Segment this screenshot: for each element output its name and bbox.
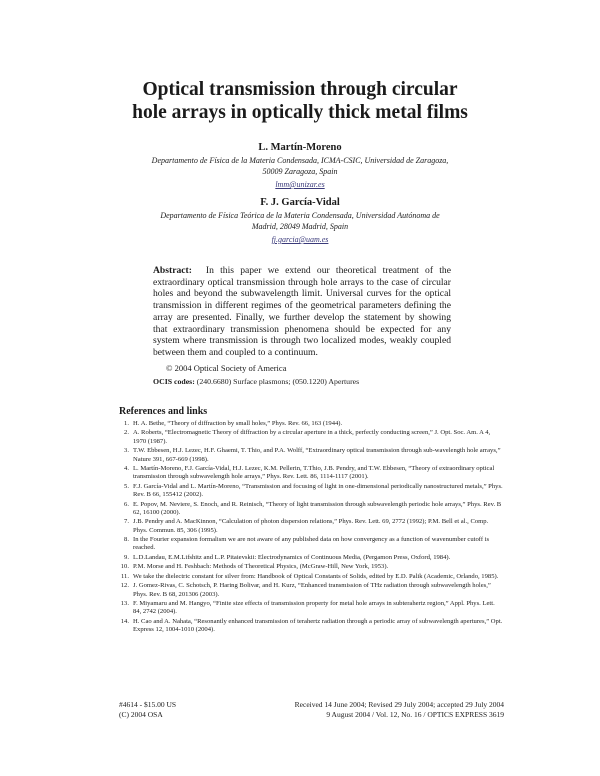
affiliation-line: Departamento de Física Teórica de la Materia Condensada, Universidad Autónoma de <box>160 211 440 220</box>
reference-text: We take the dielectric constant for silver from: Handbook of Optical Constants of Solids, edited by E.D. Palik (Academic, Orlando, 1985). <box>133 572 499 580</box>
reference-number: 6. <box>124 500 129 508</box>
reference-item <box>119 573 504 581</box>
affiliation-line: 50009 Zaragoza, Spain <box>262 166 338 176</box>
reference-item <box>119 554 504 562</box>
title-line-2: hole arrays in optically thick metal films <box>132 102 468 123</box>
reference-item <box>119 600 504 617</box>
reference-text: H. A. Bethe, “Theory of diffraction by small holes,” Phys. Rev. 66, 163 (1944). <box>133 420 343 427</box>
reference-text: L. Martín-Moreno, F.J. García-Vidal, H.J. Lezec, K.M. Pellerin, T.Thio, J.B. Pendry, and T.W. Ebbesen, “Theory of extraordinary optical transmission through subwavelength hole arrays,” Phys. Rev. Lett. 86, 1114-1117 (2001). <box>133 465 495 481</box>
reference-item <box>119 429 504 446</box>
reference-item <box>119 420 504 428</box>
reference-text: F.J. García-Vidal and L. Martín-Moreno, “Transmission and focusing of light in one-dimensional periodically nanostructured metals,” Phys. Rev. B 66, 155412 (2002). <box>133 482 503 499</box>
reference-text: P.M. Morse and H. Feshbach: Methods of Theoretical Physics, (McGraw-Hill, New York, 1953). <box>133 563 389 571</box>
reference-number: 13. <box>120 600 129 608</box>
reference-text: E. Popov, M. Neviere, S. Enoch, and R. Reinisch, “Theory of light transmission through subwavelength periodic hole arrays,” Phys. Rev. B 62, 16100 (2000). <box>133 500 502 516</box>
reference-text: H. Cao and A. Nahata, “Resonantly enhanced transmission of terahertz radiation through a periodic array of subwavelength apertures,” Opt. Express 12, 1004-1010 (2004). <box>133 617 503 634</box>
author-email-link[interactable]: lmm@unizar.es <box>275 180 325 189</box>
reference-number: 8. <box>124 536 129 544</box>
author-name: F. J. García-Vidal <box>260 197 340 208</box>
page-footer <box>119 700 504 720</box>
reference-number: 10. <box>120 563 129 571</box>
reference-number: 7. <box>124 518 129 526</box>
author-name: L. Martín-Moreno <box>258 142 342 153</box>
reference-number: 14. <box>120 617 129 625</box>
reference-item <box>119 582 504 599</box>
reference-item <box>119 447 504 464</box>
reference-text: In the Fourier expansion formalism we are not aware of any published data on how convergency as a function of wavenumber cutoff is reached. <box>133 536 490 552</box>
reference-text: L.D.Landau, E.M.Lifshitz and L.P. Pitaievskii: Electrodynamics of Continuous Media, (Pergamon Press, Oxford, 1984). <box>133 553 451 561</box>
reference-item <box>119 563 504 571</box>
reference-text: A. Roberts, “Electromagnetic Theory of diffraction by a circular aperture in a thick, perfectly conducting screen,” J. Opt. Soc. Am. A 4, 1970 (1987). <box>133 429 491 445</box>
affiliation-line: Departamento de Física de la Materia Condensada, ICMA-CSIC, Universidad de Zaragoza, <box>151 156 449 165</box>
ocis-label: OCIS codes: <box>153 377 195 386</box>
footer-received: Received 14 June 2004; Revised 29 July 2004; accepted 29 July 2004 <box>294 700 504 709</box>
abstract <box>153 265 451 359</box>
author-affiliation <box>0 156 600 177</box>
reference-item <box>119 536 504 553</box>
author-email <box>0 180 600 189</box>
reference-number: 4. <box>124 465 129 473</box>
footer-price: #4614 - $15.00 US <box>119 700 177 709</box>
reference-item <box>119 618 504 635</box>
ocis-codes <box>153 377 359 386</box>
reference-item <box>119 465 504 482</box>
reference-text: F. Miyamaru and M. Hangyo, “Finite size effects of transmission property for metal hole arrays in subterahertz region,” Appl. Phys. Lett. 84, 2742 (2004). <box>133 600 495 616</box>
reference-text: J. Gomez-Rivas, C. Schotsch, P. Haring Bolivar, and H. Kurz, “Enhanced transmission of THz radiation through subwavelength holes,” Phys. Rev. B 68, 201306 (2003). <box>133 582 491 598</box>
reference-number: 12. <box>120 582 129 590</box>
copyright-notice: © 2004 Optical Society of America <box>166 363 287 373</box>
reference-number: 2. <box>124 429 129 437</box>
reference-number: 1. <box>124 420 129 427</box>
author-email <box>0 235 600 244</box>
reference-text: J.B. Pendry and A. MacKinnon, “Calculation of photon dispersion relations,” Phys. Rev. Lett. 69, 2772 (1992); P.M. Bell et al., Comp. Phys. Commun. 85, 306 (1995). <box>133 518 489 534</box>
ocis-text: (240.6680) Surface plasmons; (050.1220) Apertures <box>196 377 360 386</box>
abstract-text: In this paper we extend our theoretical treatment of the extraordinary optical transmission through hole arrays to the case of circular holes and beyond the subwavelength limit. Universal curves for the optical transmission in different regimes of the geometrical parameters defining the array are presented. Finally, we further develop the statement by showing that extraordinary transmission phenomena should be expected for any system where transmission is through two localized modes, weakly coupled between them and coupled to a continuum. <box>153 265 451 358</box>
reference-number: 11. <box>121 572 129 580</box>
reference-text: T.W. Ebbesen, H.J. Lezec, H.F. Ghaemi, T. Thio, and P.A. Wolff, “Extraordinary optical transmission through sub-wavelength hole arrays,” Nature 391, 667-669 (1998). <box>133 447 501 463</box>
reference-number: 5. <box>124 482 129 490</box>
reference-item <box>119 501 504 518</box>
references-list <box>119 420 504 636</box>
references-heading: References and links <box>119 406 208 417</box>
reference-item <box>119 518 504 535</box>
reference-item <box>119 483 504 500</box>
author-email-link[interactable]: fj.garcia@uam.es <box>271 235 329 244</box>
affiliation-line: Madrid, 28049 Madrid, Spain <box>251 221 349 231</box>
footer-copyright: (C) 2004 OSA <box>119 710 163 719</box>
author-affiliation <box>0 211 600 232</box>
abstract-label: Abstract: <box>153 265 192 276</box>
reference-number: 3. <box>124 447 129 455</box>
title-line-1: Optical transmission through circular <box>142 79 458 100</box>
footer-journal-info: 9 August 2004 / Vol. 12, No. 16 / OPTICS EXPRESS 3619 <box>326 710 504 719</box>
reference-number: 9. <box>124 553 129 561</box>
paper-title <box>0 78 600 124</box>
